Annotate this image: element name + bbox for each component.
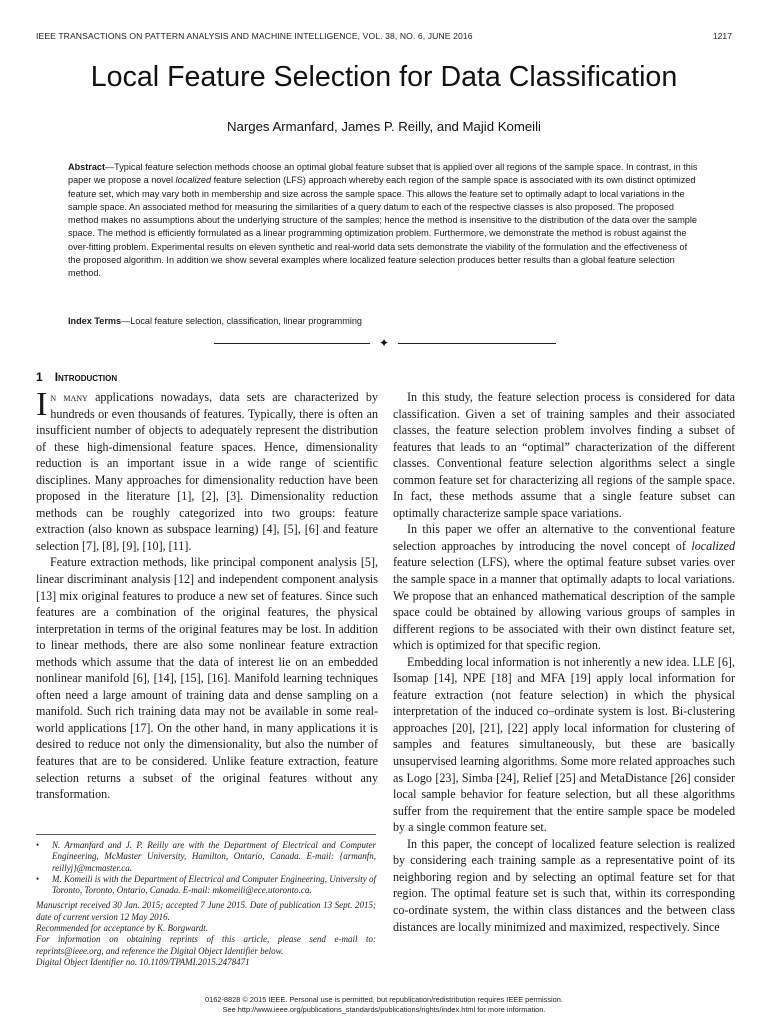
section-title-rest: ntroduction: [58, 370, 118, 384]
author-list: Narges Armanfard, James P. Reilly, and Majid Komeili: [227, 119, 541, 134]
drop-cap: I: [36, 386, 48, 423]
paragraph-text: feature selection (LFS), where the optimal feature subset varies over the sample space in a manner that optimally adapts to local variations. We propose that an enhanced mathematical description of the sample space could be obtained by allowing various groups of samples in different regions to be associated with their own distinct feature set, which is optimized for that specific region.: [393, 555, 735, 653]
intro-paragraph-2: Feature extraction methods, like principal component analysis [5], linear discriminant analysis [12] and independent component analysis [13] mix original features to produce a new set of features. Since such features are a combination of the original features, the physical interpretation in terms of the original features may be lost. In addition to linear methods, there are also some nonlinear feature extraction methods which assume that the data of interest lie on an embedded nonlinear manifold [6], [14], [15], [16]. Manifold learning techniques often need a large amount of training data and dense sampling on a manifold. Such rich training data may not be available in some real-world applications [17]. On the other hand, in many applications it is desired to reduce not only the dimensionality, but also the number of features that are to be considered. Unlike feature extraction, feature selection returns a subset of the original features without any transformation.: [36, 555, 378, 802]
paper-title: Local Feature Selection for Data Classification: [90, 61, 678, 93]
left-column: [36, 386, 378, 803]
footnote-rule: [36, 834, 376, 835]
index-terms: [68, 316, 362, 326]
permission-link: See http://www.ieee.org/publications_standards/publications/rights/index.html for more information.: [222, 1004, 546, 1014]
copyright-line: 0162-8828 © 2015 IEEE. Personal use is permitted, but republication/redistribution requires IEEE permission.: [205, 995, 563, 1004]
abstract-emphasis: localized: [175, 175, 212, 186]
paragraph-text: In this paper we offer an alternative to the conventional feature selection approaches by introducing the novel concept of: [393, 522, 735, 553]
paragraph-lead: n many: [50, 390, 88, 404]
bullet-icon: •: [36, 840, 40, 850]
journal-header: IEEE TRANSACTIONS ON PATTERN ANALYSIS AND MACHINE INTELLIGENCE, VOL. 38, NO. 6, JUNE 2016: [36, 31, 473, 41]
section-title-initial: I: [54, 370, 59, 384]
abstract-text-1: —Typical feature selection methods choose an optimal global feature subset that is applied over all regions of the sample space. In contrast, in this paper we propose a novel: [68, 162, 698, 186]
ornament-icon: ✦: [378, 336, 390, 350]
abstract: [68, 161, 700, 281]
footnotes: [36, 840, 376, 968]
right-paragraph-4: In this paper, the concept of localized feature selection is realized by considering each training sample as a representative point of its neighboring region and by selecting an optimal feature set for that region. The optimal feature set is such that, within its corresponding co-ordinate system, the within class distances and the between class distances are locally minimized and maximized, respectively. Since: [393, 836, 735, 934]
index-terms-text: —Local feature selection, classification, linear programming: [121, 316, 362, 326]
paragraph-text: applications nowadays, data sets are characterized by hundreds or even thousands of features. Typically, there is often an insufficient number of objects to adequately represent the distribution of these high-dimensional feature spaces. Hence, dimensionality reduction is an important issue in a wide range of scientific disciplines. Many approaches for dimensionality reduction have been proposed in the literature [1], [2], [3]. Dimensionality reduction methods can be roughly categorized into two groups: feature extraction (also known as subspace learning) [4], [5], [6] and feature selection [7], [8], [9], [10], [11].: [36, 390, 378, 553]
abstract-label: Abstract: [68, 162, 106, 172]
doi-note: Digital Object Identifier no. 10.1109/TPAMI.2015.2478471: [36, 956, 250, 967]
paragraph-emphasis: localized: [691, 538, 735, 553]
section-heading: [36, 370, 117, 384]
right-paragraph-3: Embedding local information is not inherently a new idea. LLE [6], Isomap [14], NPE [18] and MFA [19] apply local information for feature extraction (not feature selection) in which the physical interpretation of the induced co–ordinate system is lost. Bi-clustering approaches [20], [21], [22] apply local information for clustering of samples and features simultaneously, but these are basically unsupervised learning algorithms. Some more related approaches such as Logo [23], Simba [24], Relief [25] and MetaDistance [26] consider local sample behavior for feature selection, but all these algorithms suffer from the requirement that the entire sample space be modeled by a single common feature set.: [393, 654, 735, 835]
manuscript-dates: Manuscript received 30 Jan. 2015; accepted 7 June 2015. Date of publication 13 Sept. 2015; date of current version 12 May 2016. Recommended for acceptance by K. Borgwardt. For information on obtaining reprints of this article, please send e-mail to: reprints@ieee.org, and reference the Digital Object Identifier below. Digital Object Identifier no. 10.1109/TPAMI.2015.2478471: [36, 900, 376, 967]
section-number: 1: [36, 370, 43, 384]
right-column: [393, 389, 735, 935]
copyright-footer: [0, 995, 768, 1014]
intro-paragraph-1: [36, 386, 378, 554]
reprints-note: For information on obtaining reprints of this article, please send e-mail to: reprints@ieee.org, and reference the Digital Object Identifier below.: [36, 934, 376, 956]
right-paragraph-2: [393, 521, 735, 653]
divider-left: [214, 343, 370, 344]
divider-right: [398, 343, 556, 344]
index-terms-label: Index Terms: [68, 316, 122, 326]
footnote-affiliation-1: [36, 840, 376, 874]
recommended-note: Recommended for acceptance by K. Borgwardt.: [36, 923, 209, 934]
abstract-text-2: feature selection (LFS) approach whereby each region of the sample space is associated with its own distinct optimized feature set, which may vary both in membership and size across the sample space. This allows the feature set to optimally adapt to local variations in the sample space. An associated method for measuring the similarities of a query datum to each of the respective classes is also proposed. The proposed method makes no assumptions about the underlying structure of the samples; hence the method is insensitive to the distribution of the data over the sample space. The method is efficiently formulated as a linear programming optimization problem. Furthermore, we demonstrate the method is robust against the over-fitting problem. Experimental results on eleven synthetic and real-world data sets demonstrate the viability of the formulation and the effectiveness of the proposed algorithm. In addition we show several examples where localized feature selection produces better results than a global feature selection method.: [68, 175, 697, 279]
page-number: 1217: [712, 31, 732, 41]
bullet-icon: •: [36, 873, 40, 884]
footnote-text: N. Armanfard and J. P. Reilly are with the Department of Electrical and Computer Engineering, McMaster University, Hamilton, Ontario, Canada. E-mail: {armanfn, reillyj}@mcmaster.ca.: [52, 840, 376, 873]
footnote-affiliation-2: [36, 873, 376, 897]
footnote-text: M. Komeili is with the Department of Electrical and Computer Engineering, University of Toronto, Toronto, Ontario, Canada. E-mail: mkomeili@ece.utoronto.ca.: [52, 873, 376, 896]
right-paragraph-1: In this study, the feature selection process is considered for data classification. Given a set of training samples and their associated classes, the feature selection problem involves finding a subset of features that leads to an “optimal” characterization of the different classes. Conventional feature selection algorithms select a single common feature set for characterizing all regions of the sample space. In fact, these methods assume that a single feature subset can optimally characterize sample space variations.: [393, 390, 735, 520]
